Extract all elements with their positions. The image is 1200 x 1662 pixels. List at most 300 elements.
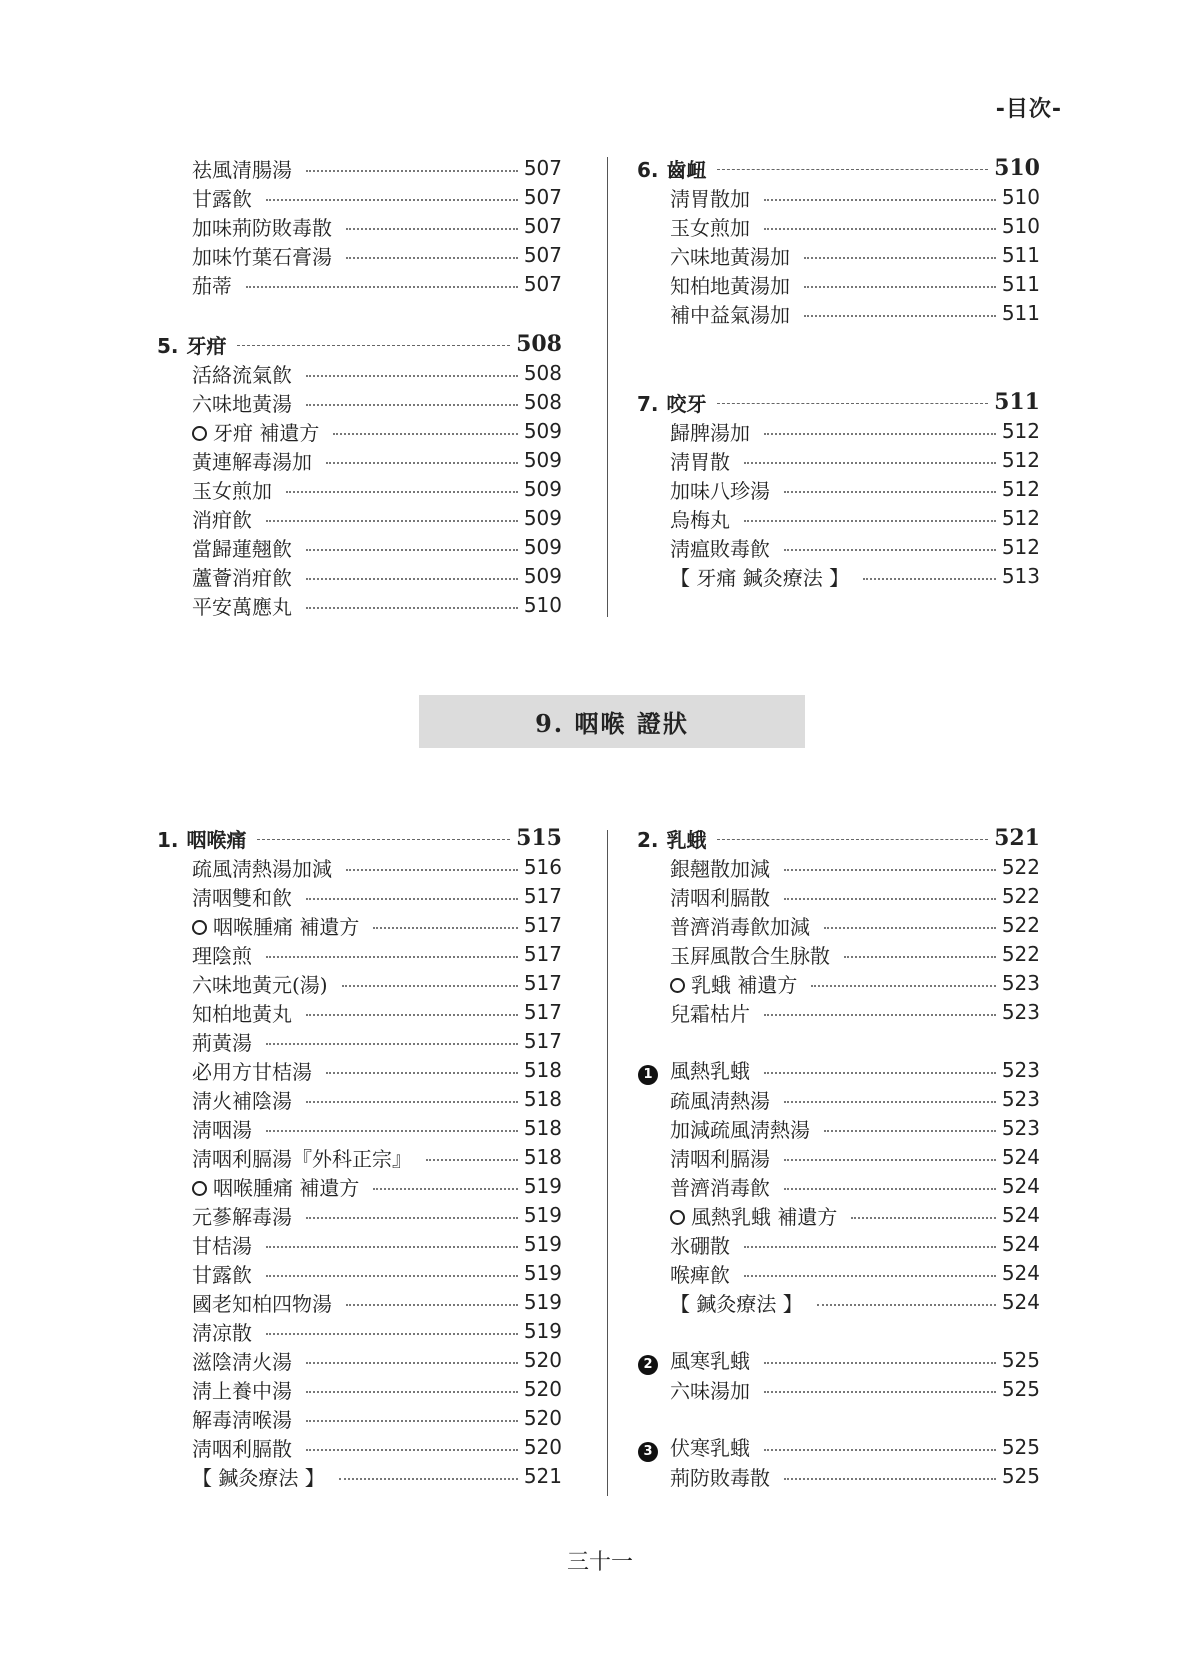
toc-entry-label: 加味八珍湯	[670, 478, 770, 503]
toc-page-number: 519	[523, 1290, 562, 1314]
toc-page-number: 509	[523, 448, 562, 472]
toc-entry[interactable]	[192, 1143, 562, 1171]
toc-entry-title	[670, 475, 770, 504]
toc-entry-title	[670, 1201, 837, 1230]
toc-entry[interactable]	[192, 1172, 562, 1200]
toc-entry[interactable]	[670, 183, 1040, 211]
toc-entry-label: 牙疳	[186, 333, 227, 358]
dot-leader	[784, 1159, 996, 1161]
toc-entry-title	[192, 1201, 292, 1230]
toc-entry-title	[192, 1172, 359, 1201]
toc-page-number: 519	[523, 1174, 562, 1198]
toc-entry-title	[192, 212, 332, 241]
toc-entry[interactable]	[643, 1433, 1040, 1461]
toc-entry-label: 伏寒乳蛾	[670, 1436, 750, 1461]
toc-entry-title	[192, 1375, 292, 1404]
toc-entry[interactable]	[192, 1433, 562, 1461]
dot-leader	[306, 1362, 518, 1364]
toc-page-number: 512	[1001, 448, 1040, 472]
toc-entry[interactable]	[192, 504, 562, 532]
toc-entry-label: 風寒乳蛾	[670, 1349, 750, 1374]
toc-entry[interactable]	[670, 417, 1040, 445]
toc-entry[interactable]	[192, 1259, 562, 1287]
toc-page-number: 524	[1001, 1203, 1040, 1227]
dot-leader	[237, 345, 511, 346]
toc-entry-title	[637, 154, 707, 183]
toc-entry-title	[192, 1317, 252, 1346]
toc-entry[interactable]	[670, 446, 1040, 474]
toc-entry[interactable]	[192, 1027, 562, 1055]
toc-entry-label: 歸脾湯加	[670, 420, 750, 445]
toc-entry[interactable]	[670, 1375, 1040, 1403]
toc-page-number: 518	[523, 1116, 562, 1140]
toc-entry[interactable]	[192, 270, 562, 298]
toc-entry[interactable]	[670, 1143, 1040, 1171]
toc-entry-label: 淸瘟敗毒飮	[670, 536, 770, 561]
toc-entry-title	[192, 504, 252, 533]
toc-entry[interactable]	[192, 1346, 562, 1374]
toc-entry[interactable]	[192, 446, 562, 474]
toc-entry[interactable]	[192, 853, 562, 881]
toc-entry-label: 加味荊防敗毒散	[192, 215, 332, 240]
toc-entry-label: 荊防敗毒散	[670, 1465, 770, 1490]
numbered-circle-bullet-icon: 3	[638, 1442, 658, 1462]
dot-leader	[764, 1072, 996, 1074]
toc-entry-label: 玉女煎加	[670, 215, 750, 240]
toc-page-number: 515	[516, 825, 562, 851]
dot-leader	[784, 898, 996, 900]
toc-entry[interactable]	[670, 299, 1040, 327]
toc-entry-title	[192, 388, 292, 417]
toc-entry-label: 咽喉腫痛 補遺方	[213, 1175, 360, 1200]
dot-leader	[306, 607, 518, 609]
toc-entry-title	[192, 533, 292, 562]
toc-page-number: 517	[523, 913, 562, 937]
toc-entry-title	[670, 1462, 770, 1491]
toc-entry-title	[192, 475, 272, 504]
toc-page-number: 522	[1001, 855, 1040, 879]
dot-leader	[306, 404, 518, 406]
toc-entry-title	[670, 504, 730, 533]
toc-entry-label: 甘露飮	[192, 186, 252, 211]
hollow-circle-bullet-icon	[670, 978, 685, 993]
dot-leader	[326, 462, 518, 464]
dot-leader	[764, 228, 996, 230]
toc-entry-title	[670, 998, 750, 1027]
toc-entry-title	[192, 562, 292, 591]
section-number: 6.	[637, 157, 659, 182]
dot-leader	[426, 1159, 518, 1161]
toc-page-number: 509	[523, 419, 562, 443]
toc-entry-label: 氷硼散	[670, 1233, 730, 1258]
toc-entry-title	[670, 882, 770, 911]
hollow-circle-bullet-icon	[192, 426, 207, 441]
dot-leader	[346, 1304, 518, 1306]
dot-leader	[717, 169, 989, 170]
toc-entry[interactable]	[670, 562, 1040, 590]
toc-page-number: 523	[1001, 1000, 1040, 1024]
toc-entry[interactable]	[670, 475, 1040, 503]
toc-entry-title	[192, 940, 252, 969]
toc-entry-title	[670, 1375, 750, 1404]
toc-entry-title	[643, 1055, 750, 1085]
toc-entry-title	[192, 591, 292, 620]
toc-page-number: 524	[1001, 1145, 1040, 1169]
toc-entry[interactable]	[192, 388, 562, 416]
toc-entry[interactable]	[670, 853, 1040, 881]
toc-entry-label: 風熱乳蛾 補遺方	[691, 1204, 838, 1229]
toc-entry-title	[192, 1404, 292, 1433]
toc-entry[interactable]	[192, 1114, 562, 1142]
dot-leader	[257, 839, 511, 840]
toc-page-number: 518	[523, 1058, 562, 1082]
toc-page-number: 523	[1001, 1116, 1040, 1140]
dot-leader	[863, 578, 996, 580]
toc-entry[interactable]	[643, 1346, 1040, 1374]
toc-entry[interactable]	[192, 1085, 562, 1113]
toc-entry[interactable]	[670, 212, 1040, 240]
toc-page-number: 518	[523, 1145, 562, 1169]
toc-entry-label: 乳蛾	[666, 827, 707, 852]
toc-entry[interactable]	[192, 1404, 562, 1432]
toc-page-number: 508	[523, 390, 562, 414]
dot-leader	[306, 1101, 518, 1103]
toc-page-number: 517	[523, 942, 562, 966]
toc-entry[interactable]	[192, 533, 562, 561]
toc-page-number: 525	[1001, 1464, 1040, 1488]
toc-page-number: 507	[523, 243, 562, 267]
toc-entry-label: 加味竹葉石膏湯	[192, 244, 332, 269]
toc-entry-label: 知柏地黃湯加	[670, 273, 790, 298]
toc-page-number: 519	[523, 1261, 562, 1285]
column-divider-upper	[607, 157, 608, 617]
dot-leader	[306, 375, 518, 377]
dot-leader	[266, 1275, 518, 1277]
section-number: 5.	[157, 333, 179, 358]
toc-page-number: 524	[1001, 1290, 1040, 1314]
toc-entry-title	[670, 1172, 770, 1201]
toc-page-number: 516	[523, 855, 562, 879]
toc-entry-label: 理陰煎	[192, 943, 252, 968]
dot-leader	[717, 839, 989, 840]
toc-entry[interactable]	[192, 241, 562, 269]
dot-leader	[266, 199, 518, 201]
dot-leader	[266, 956, 518, 958]
toc-entry-label: 六味地黃湯	[192, 391, 292, 416]
dot-leader	[306, 1217, 518, 1219]
dot-leader	[824, 927, 996, 929]
toc-entry[interactable]	[643, 1056, 1040, 1084]
toc-entry[interactable]	[670, 270, 1040, 298]
toc-entry-label: 平安萬應丸	[192, 594, 292, 619]
toc-entry[interactable]	[670, 998, 1040, 1026]
toc-page-number: 521	[523, 1464, 562, 1488]
dot-leader	[346, 228, 518, 230]
toc-entry-title	[192, 1027, 252, 1056]
dot-leader	[373, 927, 517, 929]
toc-page-number: 511	[1001, 301, 1040, 325]
dot-leader	[306, 1391, 518, 1393]
toc-page-number: 510	[994, 155, 1040, 181]
toc-entry-label: 普濟消毒飮	[670, 1175, 770, 1200]
dot-leader	[764, 1449, 996, 1451]
dot-leader	[286, 491, 518, 493]
toc-page-number: 523	[1001, 1058, 1040, 1082]
toc-entry-label: 疏風淸熱湯	[670, 1088, 770, 1113]
toc-entry-title	[192, 241, 332, 270]
toc-page-number: 517	[523, 971, 562, 995]
dot-leader	[306, 1449, 518, 1451]
dot-leader	[764, 199, 996, 201]
toc-entry-title	[192, 1433, 292, 1462]
toc-entry[interactable]	[670, 882, 1040, 910]
toc-entry-title	[192, 446, 312, 475]
toc-entry-label: 六味地黃元(湯)	[192, 972, 328, 997]
dot-leader	[764, 433, 996, 435]
dot-leader	[717, 403, 989, 404]
toc-entry[interactable]	[192, 882, 562, 910]
toc-entry[interactable]	[192, 183, 562, 211]
toc-entry-title	[192, 1462, 325, 1491]
dot-leader	[306, 578, 518, 580]
toc-entry-label: 乳蛾 補遺方	[691, 972, 798, 997]
toc-entry-label: 淸胃散	[670, 449, 730, 474]
toc-entry[interactable]	[192, 1317, 562, 1345]
toc-entry-label: 烏梅丸	[670, 507, 730, 532]
toc-entry-label: 淸胃散加	[670, 186, 750, 211]
toc-entry[interactable]	[670, 533, 1040, 561]
toc-entry-title	[670, 1114, 810, 1143]
toc-entry[interactable]	[670, 1085, 1040, 1113]
toc-entry-title	[670, 183, 750, 212]
toc-section-heading[interactable]	[637, 388, 1040, 416]
toc-entry[interactable]	[670, 504, 1040, 532]
toc-entry[interactable]	[670, 911, 1040, 939]
toc-page-number: 508	[516, 331, 562, 357]
toc-entry[interactable]	[670, 1201, 1040, 1229]
dot-leader	[824, 1130, 996, 1132]
chapter-banner: 9. 咽喉 證狀	[419, 695, 805, 748]
toc-entry-title	[192, 911, 359, 940]
toc-entry[interactable]	[192, 940, 562, 968]
toc-entry[interactable]	[192, 1462, 562, 1490]
toc-section-heading[interactable]	[637, 154, 1040, 182]
dot-leader	[784, 491, 996, 493]
toc-page-number: 517	[523, 884, 562, 908]
toc-entry-label: 【 鍼灸療法 】	[670, 1291, 803, 1316]
dot-leader	[306, 549, 518, 551]
hollow-circle-bullet-icon	[670, 1210, 685, 1225]
toc-page-number: 509	[523, 506, 562, 530]
toc-entry-title	[670, 533, 770, 562]
toc-entry-title	[637, 388, 707, 417]
toc-page-number: 523	[1001, 1087, 1040, 1111]
toc-entry-title	[192, 1056, 312, 1085]
toc-entry-title	[192, 1346, 292, 1375]
toc-page-number: 524	[1001, 1261, 1040, 1285]
dot-leader	[784, 549, 996, 551]
toc-page-number: 507	[523, 272, 562, 296]
toc-page-number: 512	[1001, 535, 1040, 559]
toc-page-number: 520	[523, 1435, 562, 1459]
toc-entry[interactable]	[192, 212, 562, 240]
toc-entry[interactable]	[670, 1230, 1040, 1258]
dot-leader	[266, 1333, 518, 1335]
toc-entry-label: 咬牙	[666, 391, 707, 416]
toc-page-number: 523	[1001, 971, 1040, 995]
toc-entry-title	[192, 969, 328, 998]
toc-entry[interactable]	[192, 359, 562, 387]
toc-page-number: 507	[523, 214, 562, 238]
dot-leader	[764, 1362, 996, 1364]
toc-entry-label: 銀翹散加減	[670, 856, 770, 881]
dot-leader	[346, 869, 518, 871]
toc-entry[interactable]	[192, 911, 562, 939]
toc-entry-title	[192, 417, 319, 446]
dot-leader	[744, 462, 996, 464]
toc-entry-title	[670, 911, 810, 940]
toc-entry-label: 元蔘解毒湯	[192, 1204, 292, 1229]
dot-leader	[764, 1014, 996, 1016]
toc-page-number: 512	[1001, 506, 1040, 530]
dot-leader	[306, 898, 518, 900]
toc-entry-label: 六味地黃湯加	[670, 244, 790, 269]
dot-leader	[333, 433, 517, 435]
toc-entry[interactable]	[670, 1259, 1040, 1287]
toc-entry-title	[643, 1345, 750, 1375]
toc-entry[interactable]	[192, 1201, 562, 1229]
toc-entry[interactable]	[670, 969, 1040, 997]
toc-entry-label: 滋陰淸火湯	[192, 1349, 292, 1374]
toc-entry-label: 消疳飮	[192, 507, 252, 532]
toc-entry-title	[192, 1143, 412, 1172]
toc-entry[interactable]	[192, 562, 562, 590]
toc-entry-title	[670, 562, 849, 591]
toc-entry-label: 齒衄	[666, 157, 707, 182]
toc-section-heading[interactable]	[157, 330, 562, 358]
toc-page-number: 520	[523, 1406, 562, 1430]
toc-entry-label: 活絡流氣飮	[192, 362, 292, 387]
toc-entry-label: 咽喉痛	[186, 827, 247, 852]
toc-entry[interactable]	[670, 1462, 1040, 1490]
toc-entry[interactable]	[670, 241, 1040, 269]
toc-page-number: 513	[1001, 564, 1040, 588]
toc-entry[interactable]	[192, 1230, 562, 1258]
toc-entry-label: 玉女煎加	[192, 478, 272, 503]
toc-page-number: 524	[1001, 1174, 1040, 1198]
toc-entry[interactable]	[670, 940, 1040, 968]
toc-entry-label: 茄蒂	[192, 273, 232, 298]
toc-entry-label: 風熱乳蛾	[670, 1059, 750, 1084]
toc-entry-title	[670, 241, 790, 270]
dot-leader	[306, 170, 518, 172]
toc-entry[interactable]	[670, 1114, 1040, 1142]
toc-page-number: 508	[523, 361, 562, 385]
toc-entry-title	[670, 446, 730, 475]
dot-leader	[373, 1188, 517, 1190]
toc-entry-label: 必用方甘桔湯	[192, 1059, 312, 1084]
toc-entry[interactable]	[192, 417, 562, 445]
dot-leader	[851, 1217, 995, 1219]
dot-leader	[266, 520, 518, 522]
toc-entry[interactable]	[192, 154, 562, 182]
toc-page-number: 525	[1001, 1435, 1040, 1459]
toc-entry-label: 甘露飮	[192, 1262, 252, 1287]
toc-page-number: 520	[523, 1348, 562, 1372]
toc-entry[interactable]	[192, 1288, 562, 1316]
toc-entry[interactable]	[670, 1172, 1040, 1200]
toc-entry-title	[670, 940, 830, 969]
toc-entry-label: 淸凉散	[192, 1320, 252, 1345]
toc-entry-label: 淸火補陰湯	[192, 1088, 292, 1113]
toc-entry-label: 【 牙痛 鍼灸療法 】	[670, 565, 850, 590]
toc-entry-label: 淸上養中湯	[192, 1378, 292, 1403]
toc-entry[interactable]	[192, 1056, 562, 1084]
dot-leader	[811, 985, 995, 987]
toc-page-number: 509	[523, 477, 562, 501]
dot-leader	[266, 1246, 518, 1248]
toc-section-heading[interactable]	[157, 824, 562, 852]
toc-entry-title	[670, 1259, 730, 1288]
dot-leader	[346, 257, 518, 259]
toc-entry[interactable]	[192, 998, 562, 1026]
toc-page-number: 510	[1001, 185, 1040, 209]
toc-entry-title	[192, 359, 292, 388]
toc-page-number: 520	[523, 1377, 562, 1401]
toc-entry-title	[670, 417, 750, 446]
toc-entry-title	[192, 1259, 252, 1288]
toc-entry-label: 淸咽利膈湯『外科正宗』	[192, 1146, 412, 1171]
toc-entry-label: 淸咽湯	[192, 1117, 252, 1142]
toc-entry-label: 甘桔湯	[192, 1233, 252, 1258]
toc-entry-label: 咽喉腫痛 補遺方	[213, 914, 360, 939]
toc-entry-title	[157, 824, 247, 853]
hollow-circle-bullet-icon	[192, 1181, 207, 1196]
toc-page-number: 509	[523, 535, 562, 559]
toc-entry-title	[670, 299, 790, 328]
toc-entry-title	[192, 882, 292, 911]
column-divider-lower	[607, 830, 608, 1496]
dot-leader	[342, 985, 518, 987]
toc-entry-title	[670, 1085, 770, 1114]
toc-entry[interactable]	[670, 1288, 1040, 1316]
toc-section-heading[interactable]	[637, 824, 1040, 852]
toc-entry[interactable]	[192, 969, 562, 997]
toc-entry[interactable]	[192, 1375, 562, 1403]
dot-leader	[804, 286, 996, 288]
toc-page-number: 521	[994, 825, 1040, 851]
numbered-circle-bullet-icon: 2	[638, 1355, 658, 1375]
toc-entry[interactable]	[192, 591, 562, 619]
toc-page-number: 522	[1001, 942, 1040, 966]
toc-entry-label: 牙疳 補遺方	[213, 420, 320, 445]
toc-entry[interactable]	[192, 475, 562, 503]
toc-entry-title	[192, 1085, 292, 1114]
toc-page-number: 522	[1001, 913, 1040, 937]
dot-leader	[339, 1478, 518, 1480]
toc-page-number: 518	[523, 1087, 562, 1111]
section-number: 7.	[637, 391, 659, 416]
toc-entry-label: 六味湯加	[670, 1378, 750, 1403]
toc-entry-label: 淸咽利膈散	[192, 1436, 292, 1461]
toc-entry-title	[643, 1432, 750, 1462]
toc-entry-label: 當歸蓮翹飮	[192, 536, 292, 561]
dot-leader	[764, 1391, 996, 1393]
toc-page-number: 519	[523, 1232, 562, 1256]
dot-leader	[744, 1246, 996, 1248]
toc-entry-label: 荊黃湯	[192, 1030, 252, 1055]
toc-page-number: 522	[1001, 884, 1040, 908]
